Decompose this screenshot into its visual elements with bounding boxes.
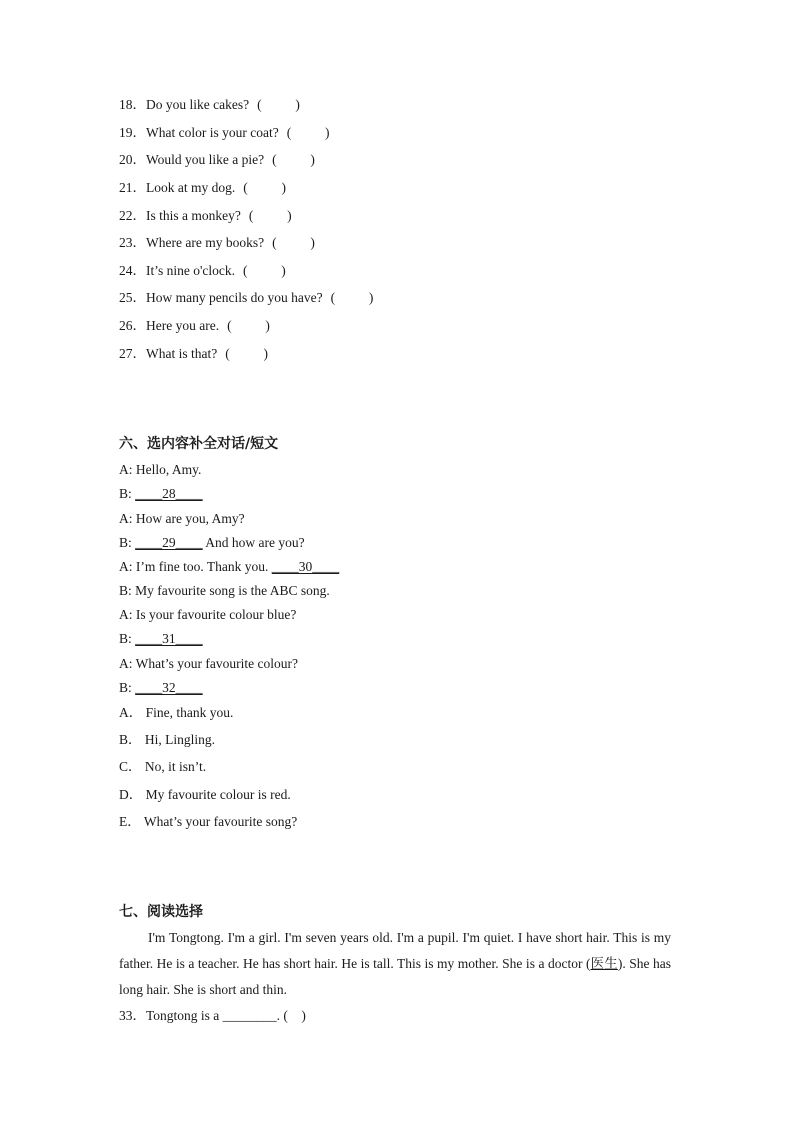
speaker-label: A:	[119, 656, 133, 671]
option-d	[119, 786, 291, 804]
question-text: Is this a monkey?	[146, 208, 241, 223]
question-text: Where are my books?	[146, 235, 265, 250]
section-6-title: 六、选内容补全对话/短文	[119, 436, 279, 452]
speaker-label: B:	[119, 680, 132, 695]
answer-parentheses: ( )	[227, 318, 270, 333]
option-label: D．	[119, 787, 143, 802]
option-label: E．	[119, 814, 141, 829]
dialogue-text: How are you, Amy?	[135, 511, 245, 526]
question-number: 19．	[119, 125, 146, 140]
answer-parentheses: ( )	[272, 152, 315, 167]
dialogue-line	[119, 461, 201, 479]
question-text: Tongtong is a ________. ( )	[146, 1008, 306, 1023]
section-7-title: 七、阅读选择	[119, 904, 203, 920]
dialogue-line	[119, 655, 298, 673]
answer-parentheses: ( )	[330, 290, 374, 305]
option-c	[119, 758, 206, 776]
question-number: 21．	[119, 180, 146, 195]
question-27	[119, 345, 268, 363]
option-text: My favourite colour is red.	[145, 787, 291, 802]
speaker-label: B:	[119, 486, 132, 501]
dialogue-text: I’m fine too. Thank you.	[135, 559, 272, 574]
answer-blank-32: ____32____	[135, 680, 203, 695]
dialogue-text: And how are you?	[202, 535, 305, 550]
question-25	[119, 289, 373, 307]
question-23	[119, 234, 315, 252]
question-number: 27．	[119, 346, 146, 361]
question-number: 24．	[119, 263, 146, 278]
question-24	[119, 262, 286, 280]
dialogue-line	[119, 510, 245, 528]
answer-blank-28: ____28____	[135, 486, 203, 501]
option-b	[119, 731, 215, 749]
speaker-label: B:	[119, 583, 132, 598]
option-label: B．	[119, 732, 142, 747]
answer-blank-30: ____30____	[271, 559, 340, 574]
question-26	[119, 317, 270, 335]
dialogue-line	[119, 534, 305, 552]
option-label: A．	[119, 705, 143, 720]
speaker-label: B:	[119, 631, 132, 646]
answer-parentheses: ( )	[243, 263, 286, 278]
option-text: Fine, thank you.	[145, 705, 234, 720]
question-number: 20．	[119, 152, 146, 167]
speaker-label: A:	[119, 607, 133, 622]
question-text: What color is your coat?	[146, 125, 279, 140]
answer-parentheses: ( )	[248, 208, 292, 223]
answer-parentheses: ( )	[257, 97, 300, 112]
question-text: It’s nine o'clock.	[146, 263, 236, 278]
passage-gloss: 医生	[590, 956, 618, 971]
speaker-label: B:	[119, 535, 132, 550]
question-19	[119, 124, 329, 142]
passage-text: I'm Tongtong. I'm a girl. I'm seven years old. I'm a pupil. I'm quiet. I have short hair. This is my father. He is a teacher. He has short hair. He is tall. This is my mother. She is a doctor (	[119, 930, 671, 971]
question-text: Here you are.	[146, 318, 220, 333]
question-text: Do you like cakes?	[146, 97, 250, 112]
answer-blank-29: ____29____	[135, 535, 203, 550]
question-number: 33．	[119, 1008, 146, 1023]
option-text: Hi, Lingling.	[144, 732, 216, 747]
dialogue-line	[119, 558, 339, 576]
option-text: What’s your favourite song?	[143, 814, 298, 829]
question-number: 22．	[119, 208, 146, 223]
answer-blank-31: ____31____	[135, 631, 203, 646]
option-a	[119, 704, 233, 722]
option-text: No, it isn’t.	[144, 759, 207, 774]
dialogue-text: Hello, Amy.	[135, 462, 202, 477]
question-text: Would you like a pie?	[146, 152, 265, 167]
dialogue-line	[119, 630, 203, 648]
speaker-label: A:	[119, 559, 133, 574]
dialogue-text: Is your favourite colour blue?	[135, 607, 297, 622]
question-22	[119, 207, 292, 225]
dialogue-text: What’s your favourite colour?	[135, 656, 298, 671]
question-text: How many pencils do you have?	[146, 290, 323, 305]
dialogue-line	[119, 485, 203, 503]
question-number: 26．	[119, 318, 146, 333]
answer-parentheses: ( )	[225, 346, 268, 361]
dialogue-line	[119, 679, 203, 697]
question-text: Look at my dog.	[146, 180, 236, 195]
dialogue-line	[119, 582, 330, 600]
question-number: 23．	[119, 235, 146, 250]
question-18	[119, 96, 300, 114]
option-e	[119, 813, 297, 831]
question-20	[119, 151, 315, 169]
question-number: 25．	[119, 290, 146, 305]
question-33	[119, 1007, 306, 1025]
speaker-label: A:	[119, 511, 133, 526]
answer-parentheses: ( )	[272, 235, 315, 250]
reading-passage	[119, 925, 671, 1003]
dialogue-line	[119, 606, 296, 624]
question-number: 18．	[119, 97, 146, 112]
answer-parentheses: ( )	[286, 125, 330, 140]
dialogue-text: My favourite song is the ABC song.	[135, 583, 330, 598]
question-21	[119, 179, 286, 197]
question-text: What is that?	[146, 346, 218, 361]
option-label: C．	[119, 759, 142, 774]
answer-parentheses: ( )	[243, 180, 286, 195]
speaker-label: A:	[119, 462, 133, 477]
passage-text: ). She has long hair. She is short and thin.	[119, 956, 671, 997]
